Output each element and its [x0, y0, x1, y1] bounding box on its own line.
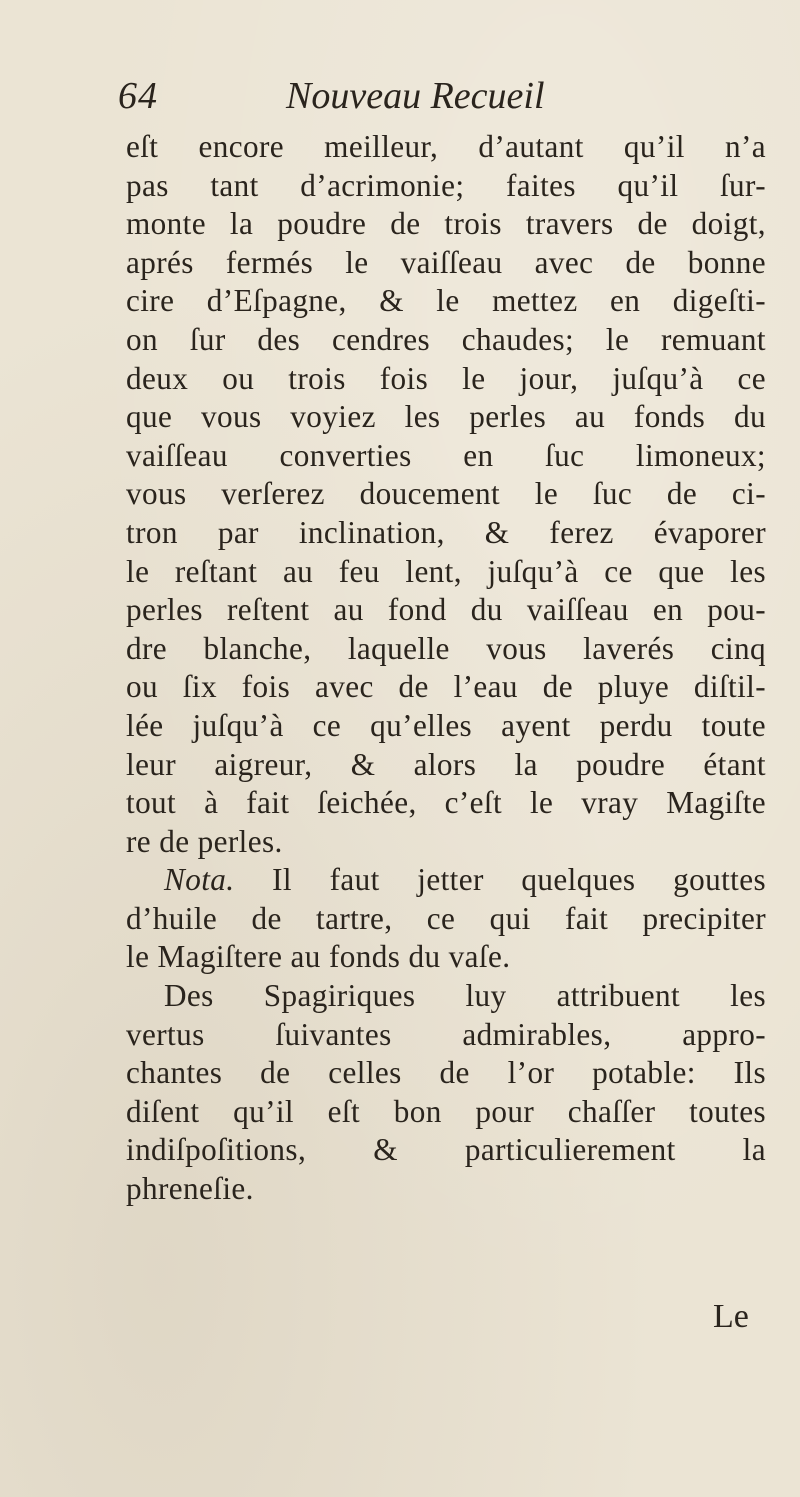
page-number: 64: [118, 75, 158, 117]
text-line: vaiſſeau converties en ſuc limoneux;: [126, 437, 766, 473]
text-line: tout à fait ſeichée, c’eſt le vray Magiſte: [126, 785, 766, 821]
text-line: le reſtant au feu lent, juſqu’à ce que les: [126, 553, 766, 589]
text-line: deux ou trois fois le jour, juſqu’à ce: [126, 360, 766, 396]
text-line: monte la poudre de trois travers de doigt,: [126, 206, 766, 242]
nota-first-line-text: Il faut jetter quelques gouttes: [234, 862, 766, 898]
text-line: aprés fermés le vaiſſeau avec de bonne: [126, 244, 766, 280]
text-line: chantes de celles de l’or potable: Ils: [126, 1055, 766, 1091]
text-line: pas tant d’acrimonie; faites qu’il ſur-: [126, 167, 766, 203]
text-line: on ſur des cendres chaudes; le remuant: [126, 321, 766, 357]
text-line: ou ſix fois avec de l’eau de pluye diſtil-: [126, 669, 766, 705]
page-header: [118, 74, 678, 126]
text-line: d’huile de tartre, ce qui fait precipiter: [126, 900, 766, 936]
text-line: lée juſqu’à ce qu’elles ayent perdu toute: [126, 707, 766, 743]
paragraph-first-line: Des Spagiriques luy attribuent les: [164, 978, 766, 1014]
text-line: perles reſtent au fond du vaiſſeau en pou-: [126, 592, 766, 628]
text-line: vous verſerez doucement le ſuc de ci-: [126, 476, 766, 512]
text-line: dre blanche, laquelle vous laverés cinq: [126, 630, 766, 666]
text-line: cire d’Eſpagne, & le mettez en digeſti-: [126, 283, 766, 319]
text-line: re de perles.: [126, 823, 283, 859]
text-line: tron par inclination, & ferez évaporer: [126, 514, 766, 550]
nota-label: Nota.: [164, 862, 235, 898]
nota-first-line: [126, 861, 766, 900]
text-line: vertus ſuivantes admirables, appro-: [126, 1016, 766, 1052]
body-text: [126, 128, 766, 1209]
text-line: le Magiſtere au fonds du vaſe.: [126, 939, 511, 975]
text-line: leur aigreur, & alors la poudre étant: [126, 746, 766, 782]
text-line: eſt encore meilleur, d’autant qu’il n’a: [126, 129, 766, 164]
text-line: indiſpoſitions, & particulierement la: [126, 1132, 766, 1168]
text-line: diſent qu’il eſt bon pour chaſſer toutes: [126, 1093, 766, 1129]
running-title: Nouveau Recueil: [286, 75, 545, 117]
catchword: Le: [713, 1298, 749, 1335]
text-line: phreneſie.: [126, 1171, 254, 1207]
text-line: que vous voyiez les perles au fonds du: [126, 399, 766, 435]
